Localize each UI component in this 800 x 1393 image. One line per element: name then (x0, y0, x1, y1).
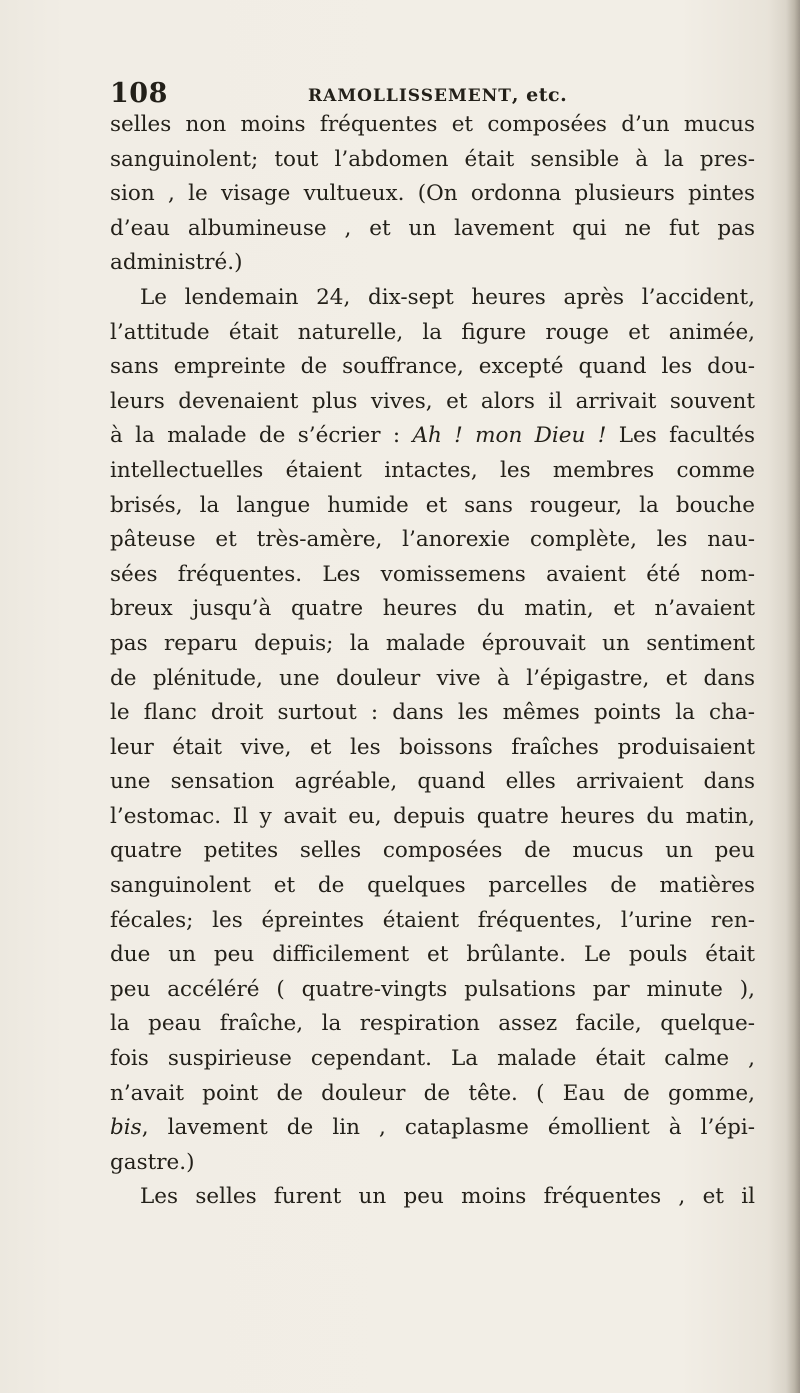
text-line: Le lendemain 24, dix-sept heures après l’accident, (140, 284, 755, 310)
line-segment: , lavement de lin , cataplasme émollient à l’épi- (141, 1115, 755, 1141)
italic-bis: bis (110, 1115, 142, 1141)
text-line: une sensation agréable, quand elles arrivaient dans (110, 769, 755, 795)
running-head (308, 84, 567, 106)
text-line: gastre.) (110, 1149, 195, 1175)
text-line: sion , le visage vultueux. (On ordonna plusieurs pintes (110, 181, 755, 207)
line-segment: Les facultés (606, 423, 756, 449)
text-line-exclamation (110, 419, 755, 454)
text-line: d’eau albumineuse , et un lavement qui ne fut pas (110, 215, 755, 241)
text-line: sanguinolent et de quelques parcelles de matières (110, 873, 755, 899)
text-line: peu accéléré ( quatre-vingts pulsations par minute ), (110, 976, 755, 1002)
text-line: l’attitude était naturelle, la figure rouge et animée, (110, 319, 755, 345)
text-line-bis (110, 1111, 755, 1146)
text-line: sans empreinte de souffrance, excepté quand les dou- (110, 354, 755, 380)
page-edge-shadow (786, 0, 800, 1393)
text-line: selles non moins fréquentes et composées d’un mucus (110, 112, 755, 137)
text-line: due un peu difficilement et brûlante. Le pouls était (110, 942, 755, 968)
text-line: leurs devenaient plus vives, et alors il arrivait souvent (110, 388, 755, 414)
text-line: pâteuse et très-amère, l’anorexie complète, les nau- (110, 527, 755, 553)
text-line: pas reparu depuis; la malade éprouvait un sentiment (110, 630, 755, 656)
text-line: administré.) (110, 250, 243, 276)
text-line: Les selles furent un peu moins fréquentes , et il (140, 1184, 755, 1210)
running-head-suffix: , etc. (511, 84, 568, 106)
line-segment: à la malade de s’écrier : (110, 423, 413, 449)
page-number: 108 (110, 78, 168, 109)
text-line: breux jusqu’à quatre heures du matin, et n’avaient (110, 596, 755, 622)
text-line: le flanc droit surtout : dans les mêmes points la cha- (110, 700, 755, 726)
body-text (110, 108, 755, 1215)
text-line: fois suspirieuse cependant. La malade était calme , (110, 1046, 755, 1072)
text-line: leur était vive, et les boissons fraîches produisaient (110, 734, 755, 760)
text-line: l’estomac. Il y avait eu, depuis quatre heures du matin, (110, 803, 755, 829)
italic-exclamation: Ah ! mon Dieu ! (412, 423, 607, 449)
text-line: fécales; les épreintes étaient fréquentes, l’urine ren- (110, 907, 755, 933)
text-line: la peau fraîche, la respiration assez facile, quelque- (110, 1011, 755, 1037)
text-line: n’avait point de douleur de tête. ( Eau de gomme, (110, 1080, 755, 1106)
text-line: sanguinolent; tout l’abdomen était sensible à la pres- (110, 146, 755, 172)
text-line: de plénitude, une douleur vive à l’épigastre, et dans (110, 665, 755, 691)
text-line: quatre petites selles composées de mucus un peu (110, 838, 755, 864)
running-head-title: RAMOLLISSEMENT (308, 86, 512, 106)
text-line: brisés, la langue humide et sans rougeur, la bouche (110, 492, 755, 518)
text-line: intellectuelles étaient intactes, les membres comme (110, 457, 755, 483)
text-line: sées fréquentes. Les vomissemens avaient été nom- (110, 561, 755, 587)
